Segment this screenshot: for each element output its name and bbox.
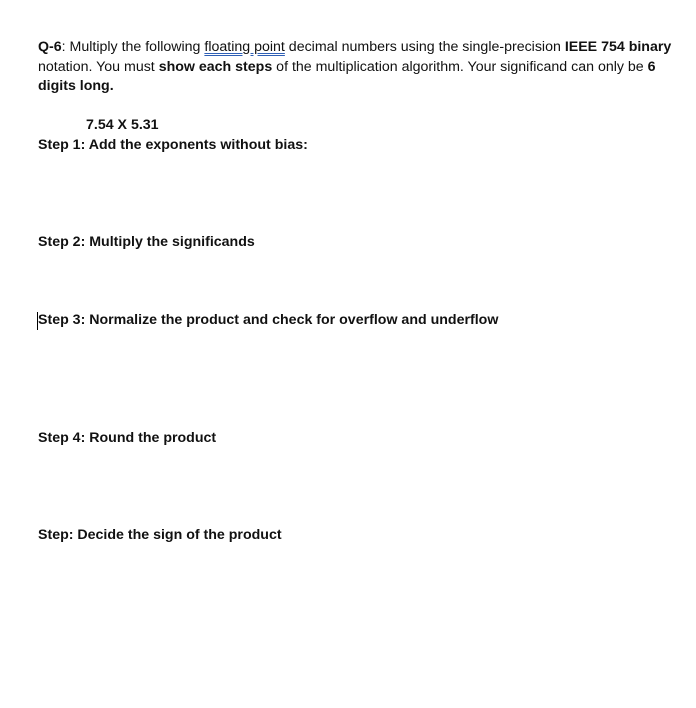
question-line-3: digits long. xyxy=(38,78,114,94)
question-text-2b: of the multiplication algorithm. Your significand can only be xyxy=(272,58,648,75)
question-colon: : xyxy=(61,39,70,55)
spellcheck-flagged-text[interactable]: floating point xyxy=(204,39,285,55)
step-1-heading: Step 1: Add the exponents without bias: xyxy=(38,137,308,153)
question-line-2 xyxy=(38,58,690,78)
question-bold-digit-count: 6 xyxy=(647,58,656,75)
step-sign-heading: Step: Decide the sign of the product xyxy=(38,527,282,543)
multiplication-expression: 7.54 X 5.31 xyxy=(86,117,159,133)
question-bold-instruction: show each steps xyxy=(158,58,273,75)
step-3-heading: Step 3: Normalize the product and check for overflow and underflow xyxy=(38,312,499,328)
question-text-2a: notation. You must xyxy=(38,58,159,75)
question-number: Q-6 xyxy=(38,39,62,55)
step-4-heading: Step 4: Round the product xyxy=(38,430,217,446)
question-text-1b: decimal numbers using the single-precision xyxy=(284,39,565,55)
step-2-heading: Step 2: Multiply the significands xyxy=(38,234,255,250)
question-text-1a: Multiply the following xyxy=(69,39,205,55)
question-paragraph xyxy=(38,38,690,97)
question-line-1 xyxy=(38,38,690,58)
question-bold-standard: IEEE 754 binary xyxy=(564,39,672,55)
